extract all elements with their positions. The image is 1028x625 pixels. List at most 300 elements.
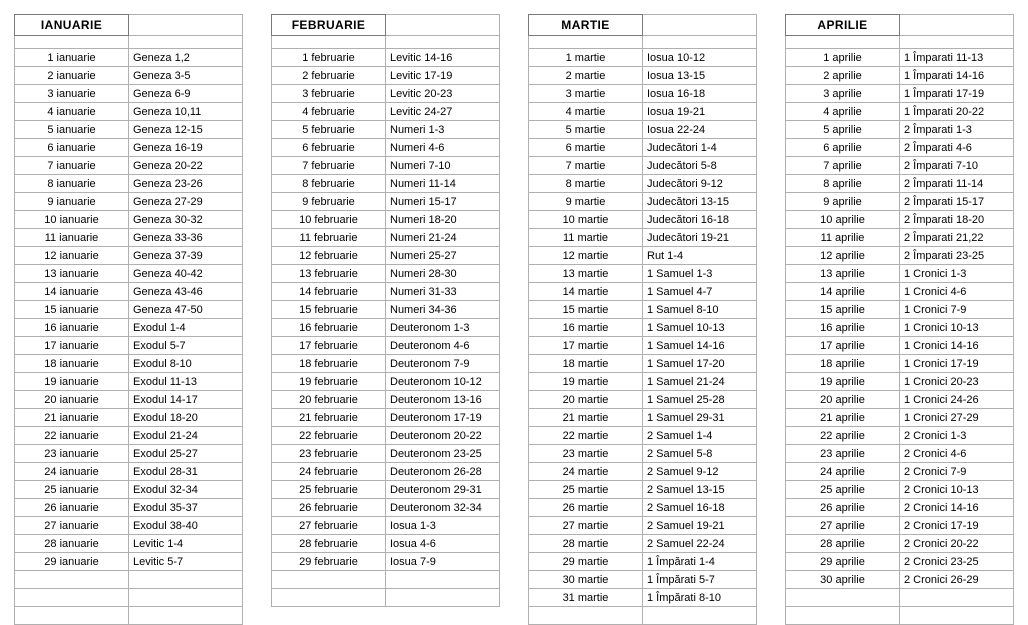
passage-cell: Exodul 28-31 xyxy=(129,463,243,481)
date-cell: 22 aprilie xyxy=(786,427,900,445)
table-row xyxy=(786,175,1014,193)
table-row xyxy=(272,463,500,481)
table-row xyxy=(15,373,243,391)
passage-cell: Deuteronom 1-3 xyxy=(386,319,500,337)
spacer-date-cell xyxy=(786,36,900,49)
spacer-row xyxy=(272,36,500,49)
passage-cell: Exodul 14-17 xyxy=(129,391,243,409)
date-cell: 24 martie xyxy=(529,463,643,481)
spacer-date-cell xyxy=(529,36,643,49)
date-cell: 28 aprilie xyxy=(786,535,900,553)
date-cell: 28 ianuarie xyxy=(15,535,129,553)
date-cell-empty xyxy=(15,571,129,589)
passage-cell: 2 Cronici 1-3 xyxy=(900,427,1014,445)
passage-cell: 2 Cronici 17-19 xyxy=(900,517,1014,535)
date-cell: 25 februarie xyxy=(272,481,386,499)
table-row xyxy=(529,391,757,409)
table-row xyxy=(529,211,757,229)
date-cell: 18 aprilie xyxy=(786,355,900,373)
date-cell: 28 martie xyxy=(529,535,643,553)
date-cell: 19 martie xyxy=(529,373,643,391)
date-cell: 6 aprilie xyxy=(786,139,900,157)
table-row xyxy=(15,121,243,139)
spacer-ref-cell xyxy=(386,36,500,49)
table-row xyxy=(272,229,500,247)
date-cell: 9 ianuarie xyxy=(15,193,129,211)
date-cell: 21 ianuarie xyxy=(15,409,129,427)
table-row-empty xyxy=(786,589,1014,607)
date-cell-empty xyxy=(272,589,386,607)
month-column-februarie xyxy=(257,14,514,607)
date-cell: 12 ianuarie xyxy=(15,247,129,265)
date-cell: 7 martie xyxy=(529,157,643,175)
table-row xyxy=(272,553,500,571)
date-cell: 26 ianuarie xyxy=(15,499,129,517)
spacer-row xyxy=(786,36,1014,49)
date-cell: 5 ianuarie xyxy=(15,121,129,139)
date-cell: 13 februarie xyxy=(272,265,386,283)
date-cell: 18 februarie xyxy=(272,355,386,373)
table-row xyxy=(15,49,243,67)
passage-cell: Levitic 5-7 xyxy=(129,553,243,571)
table-row xyxy=(786,373,1014,391)
passage-cell-empty xyxy=(129,607,243,625)
table-row xyxy=(529,499,757,517)
date-cell: 3 martie xyxy=(529,85,643,103)
table-row xyxy=(529,553,757,571)
passage-cell: Numeri 31-33 xyxy=(386,283,500,301)
date-cell: 15 martie xyxy=(529,301,643,319)
date-cell: 10 martie xyxy=(529,211,643,229)
date-cell: 4 aprilie xyxy=(786,103,900,121)
passage-cell: Deuteronom 17-19 xyxy=(386,409,500,427)
date-cell: 19 februarie xyxy=(272,373,386,391)
spacer-date-cell xyxy=(272,36,386,49)
table-row xyxy=(15,247,243,265)
table-row xyxy=(786,409,1014,427)
passage-cell: 2 Samuel 9-12 xyxy=(643,463,757,481)
table-row xyxy=(529,355,757,373)
table-row xyxy=(786,391,1014,409)
table-row xyxy=(15,463,243,481)
table-row xyxy=(529,229,757,247)
month-column-martie xyxy=(514,14,771,625)
date-cell: 30 martie xyxy=(529,571,643,589)
month-title-blank xyxy=(643,15,757,36)
table-row xyxy=(786,355,1014,373)
passage-cell: 1 Cronici 27-29 xyxy=(900,409,1014,427)
date-cell: 17 februarie xyxy=(272,337,386,355)
passage-cell: Numeri 1-3 xyxy=(386,121,500,139)
passage-cell: 1 Cronici 14-16 xyxy=(900,337,1014,355)
table-row xyxy=(786,445,1014,463)
table-row xyxy=(272,373,500,391)
date-cell: 27 ianuarie xyxy=(15,517,129,535)
table-row xyxy=(529,337,757,355)
passage-cell: 1 Împărati 8-10 xyxy=(643,589,757,607)
month-header-row xyxy=(529,15,757,36)
date-cell: 1 ianuarie xyxy=(15,49,129,67)
month-title-blank xyxy=(386,15,500,36)
table-row-empty xyxy=(272,589,500,607)
spacer-ref-cell xyxy=(129,36,243,49)
table-row xyxy=(529,319,757,337)
table-row xyxy=(272,67,500,85)
date-cell: 2 ianuarie xyxy=(15,67,129,85)
date-cell: 11 februarie xyxy=(272,229,386,247)
table-row xyxy=(786,283,1014,301)
table-row xyxy=(15,481,243,499)
passage-cell: 2 Cronici 10-13 xyxy=(900,481,1014,499)
date-cell: 17 ianuarie xyxy=(15,337,129,355)
date-cell: 7 aprilie xyxy=(786,157,900,175)
date-cell: 4 februarie xyxy=(272,103,386,121)
table-row xyxy=(272,193,500,211)
date-cell: 15 februarie xyxy=(272,301,386,319)
passage-cell: 1 Cronici 7-9 xyxy=(900,301,1014,319)
passage-cell: 2 Samuel 16-18 xyxy=(643,499,757,517)
date-cell: 5 martie xyxy=(529,121,643,139)
passage-cell: Deuteronom 7-9 xyxy=(386,355,500,373)
date-cell: 20 aprilie xyxy=(786,391,900,409)
date-cell: 7 februarie xyxy=(272,157,386,175)
passage-cell: Deuteronom 4-6 xyxy=(386,337,500,355)
table-row xyxy=(786,67,1014,85)
date-cell: 23 ianuarie xyxy=(15,445,129,463)
passage-cell-empty xyxy=(643,607,757,625)
spacer-row xyxy=(15,36,243,49)
passage-cell: Geneza 33-36 xyxy=(129,229,243,247)
table-row-empty xyxy=(15,607,243,625)
passage-cell: 1 Cronici 17-19 xyxy=(900,355,1014,373)
table-row xyxy=(786,517,1014,535)
table-row xyxy=(529,283,757,301)
month-table-body-1 xyxy=(272,15,500,607)
date-cell: 14 martie xyxy=(529,283,643,301)
passage-cell: Exodul 25-27 xyxy=(129,445,243,463)
table-row xyxy=(272,301,500,319)
table-row xyxy=(15,499,243,517)
date-cell: 2 februarie xyxy=(272,67,386,85)
passage-cell: 2 Cronici 14-16 xyxy=(900,499,1014,517)
month-title-martie: MARTIE xyxy=(529,15,643,36)
table-row xyxy=(272,499,500,517)
passage-cell: 2 Samuel 5-8 xyxy=(643,445,757,463)
table-row xyxy=(15,265,243,283)
table-row xyxy=(529,265,757,283)
date-cell: 10 februarie xyxy=(272,211,386,229)
passage-cell: 1 Împarati 20-22 xyxy=(900,103,1014,121)
table-row xyxy=(15,553,243,571)
table-row xyxy=(786,121,1014,139)
table-row-empty xyxy=(529,607,757,625)
month-table-martie xyxy=(528,14,757,625)
table-row xyxy=(786,499,1014,517)
passage-cell: 1 Samuel 21-24 xyxy=(643,373,757,391)
month-table-aprilie xyxy=(785,14,1014,625)
passage-cell: Geneza 27-29 xyxy=(129,193,243,211)
date-cell: 16 martie xyxy=(529,319,643,337)
table-row xyxy=(529,85,757,103)
passage-cell: 2 Împarati 21,22 xyxy=(900,229,1014,247)
table-row xyxy=(786,157,1014,175)
date-cell: 6 februarie xyxy=(272,139,386,157)
table-row xyxy=(529,481,757,499)
date-cell: 16 februarie xyxy=(272,319,386,337)
passage-cell: Numeri 21-24 xyxy=(386,229,500,247)
passage-cell: Exodul 35-37 xyxy=(129,499,243,517)
table-row xyxy=(786,337,1014,355)
passage-cell: Exodul 8-10 xyxy=(129,355,243,373)
table-row xyxy=(786,427,1014,445)
passage-cell: Deuteronom 32-34 xyxy=(386,499,500,517)
spacer-row xyxy=(529,36,757,49)
passage-cell: 2 Împarati 23-25 xyxy=(900,247,1014,265)
date-cell: 19 ianuarie xyxy=(15,373,129,391)
date-cell: 16 aprilie xyxy=(786,319,900,337)
date-cell: 3 ianuarie xyxy=(15,85,129,103)
passage-cell: 1 Împarati 11-13 xyxy=(900,49,1014,67)
passage-cell: Deuteronom 20-22 xyxy=(386,427,500,445)
date-cell: 13 ianuarie xyxy=(15,265,129,283)
month-header-row xyxy=(272,15,500,36)
table-row xyxy=(15,157,243,175)
passage-cell-empty xyxy=(900,589,1014,607)
table-row xyxy=(15,139,243,157)
passage-cell: Iosua 22-24 xyxy=(643,121,757,139)
passage-cell: Iosua 4-6 xyxy=(386,535,500,553)
table-row xyxy=(15,355,243,373)
date-cell: 25 ianuarie xyxy=(15,481,129,499)
date-cell: 15 aprilie xyxy=(786,301,900,319)
passage-cell: Geneza 6-9 xyxy=(129,85,243,103)
passage-cell: 2 Cronici 4-6 xyxy=(900,445,1014,463)
date-cell: 9 februarie xyxy=(272,193,386,211)
date-cell: 11 ianuarie xyxy=(15,229,129,247)
passage-cell: Geneza 30-32 xyxy=(129,211,243,229)
table-row xyxy=(15,85,243,103)
table-row xyxy=(15,409,243,427)
date-cell: 23 martie xyxy=(529,445,643,463)
month-title-februarie: FEBRUARIE xyxy=(272,15,386,36)
date-cell: 29 martie xyxy=(529,553,643,571)
date-cell: 14 ianuarie xyxy=(15,283,129,301)
date-cell-empty xyxy=(15,589,129,607)
passage-cell: Rut 1-4 xyxy=(643,247,757,265)
date-cell: 17 martie xyxy=(529,337,643,355)
passage-cell: 1 Împarati 14-16 xyxy=(900,67,1014,85)
passage-cell: 1 Samuel 25-28 xyxy=(643,391,757,409)
month-title-ianuarie: IANUARIE xyxy=(15,15,129,36)
date-cell: 4 ianuarie xyxy=(15,103,129,121)
table-row xyxy=(529,175,757,193)
passage-cell: Iosua 16-18 xyxy=(643,85,757,103)
table-row xyxy=(529,157,757,175)
passage-cell: Numeri 18-20 xyxy=(386,211,500,229)
date-cell: 26 februarie xyxy=(272,499,386,517)
table-row xyxy=(529,67,757,85)
passage-cell-empty xyxy=(129,589,243,607)
date-cell: 5 februarie xyxy=(272,121,386,139)
table-row xyxy=(272,355,500,373)
table-row xyxy=(529,247,757,265)
table-row xyxy=(529,103,757,121)
table-row xyxy=(529,121,757,139)
passage-cell: Deuteronom 29-31 xyxy=(386,481,500,499)
month-column-ianuarie xyxy=(0,14,257,625)
passage-cell: 2 Împarati 15-17 xyxy=(900,193,1014,211)
table-row xyxy=(786,229,1014,247)
passage-cell: Geneza 10,11 xyxy=(129,103,243,121)
table-row xyxy=(272,157,500,175)
passage-cell: Levitic 14-16 xyxy=(386,49,500,67)
table-row xyxy=(15,517,243,535)
passage-cell: 1 Împărati 1-4 xyxy=(643,553,757,571)
passage-cell: Iosua 13-15 xyxy=(643,67,757,85)
date-cell: 5 aprilie xyxy=(786,121,900,139)
date-cell: 15 ianuarie xyxy=(15,301,129,319)
passage-cell: Numeri 34-36 xyxy=(386,301,500,319)
date-cell: 8 aprilie xyxy=(786,175,900,193)
date-cell: 6 martie xyxy=(529,139,643,157)
table-row xyxy=(786,481,1014,499)
table-row xyxy=(15,391,243,409)
passage-cell: Deuteronom 13-16 xyxy=(386,391,500,409)
table-row xyxy=(272,319,500,337)
date-cell: 25 martie xyxy=(529,481,643,499)
date-cell: 27 aprilie xyxy=(786,517,900,535)
passage-cell: Judecători 9-12 xyxy=(643,175,757,193)
passage-cell: Levitic 17-19 xyxy=(386,67,500,85)
month-table-body-2 xyxy=(529,15,757,625)
date-cell: 19 aprilie xyxy=(786,373,900,391)
month-header-row xyxy=(786,15,1014,36)
table-row xyxy=(272,265,500,283)
passage-cell: 1 Împarati 17-19 xyxy=(900,85,1014,103)
date-cell: 14 aprilie xyxy=(786,283,900,301)
passage-cell: 2 Împarati 11-14 xyxy=(900,175,1014,193)
month-table-body-3 xyxy=(786,15,1014,625)
table-row xyxy=(786,463,1014,481)
spacer-ref-cell xyxy=(900,36,1014,49)
date-cell: 16 ianuarie xyxy=(15,319,129,337)
date-cell: 22 martie xyxy=(529,427,643,445)
table-row xyxy=(15,427,243,445)
passage-cell: 1 Samuel 17-20 xyxy=(643,355,757,373)
passage-cell: Numeri 11-14 xyxy=(386,175,500,193)
date-cell: 12 martie xyxy=(529,247,643,265)
table-row xyxy=(15,283,243,301)
date-cell-empty xyxy=(272,571,386,589)
table-row xyxy=(529,139,757,157)
date-cell: 13 martie xyxy=(529,265,643,283)
table-row xyxy=(786,247,1014,265)
passage-cell: Levitic 1-4 xyxy=(129,535,243,553)
passage-cell: Exodul 18-20 xyxy=(129,409,243,427)
table-row xyxy=(786,85,1014,103)
passage-cell: 1 Samuel 10-13 xyxy=(643,319,757,337)
table-row xyxy=(529,517,757,535)
passage-cell: Geneza 1,2 xyxy=(129,49,243,67)
date-cell: 24 aprilie xyxy=(786,463,900,481)
date-cell: 7 ianuarie xyxy=(15,157,129,175)
table-row xyxy=(15,211,243,229)
date-cell: 18 ianuarie xyxy=(15,355,129,373)
spacer-ref-cell xyxy=(643,36,757,49)
passage-cell-empty xyxy=(386,589,500,607)
passage-cell: 2 Cronici 26-29 xyxy=(900,571,1014,589)
month-table-body-0 xyxy=(15,15,243,625)
date-cell: 9 martie xyxy=(529,193,643,211)
passage-cell: Deuteronom 10-12 xyxy=(386,373,500,391)
date-cell: 2 aprilie xyxy=(786,67,900,85)
passage-cell: Geneza 43-46 xyxy=(129,283,243,301)
table-row xyxy=(529,463,757,481)
passage-cell: Numeri 7-10 xyxy=(386,157,500,175)
table-row xyxy=(15,193,243,211)
date-cell: 11 martie xyxy=(529,229,643,247)
passage-cell: Exodul 38-40 xyxy=(129,517,243,535)
table-row-empty xyxy=(272,571,500,589)
passage-cell: Geneza 20-22 xyxy=(129,157,243,175)
passage-cell: 2 Cronici 23-25 xyxy=(900,553,1014,571)
passage-cell: 1 Cronici 10-13 xyxy=(900,319,1014,337)
date-cell: 11 aprilie xyxy=(786,229,900,247)
date-cell: 23 februarie xyxy=(272,445,386,463)
table-row xyxy=(786,571,1014,589)
passage-cell: Geneza 16-19 xyxy=(129,139,243,157)
table-row xyxy=(272,103,500,121)
passage-cell: Iosua 19-21 xyxy=(643,103,757,121)
passage-cell: Exodul 32-34 xyxy=(129,481,243,499)
date-cell: 24 ianuarie xyxy=(15,463,129,481)
date-cell: 8 februarie xyxy=(272,175,386,193)
table-row xyxy=(786,49,1014,67)
passage-cell: 2 Samuel 19-21 xyxy=(643,517,757,535)
passage-cell: Iosua 7-9 xyxy=(386,553,500,571)
table-row xyxy=(272,283,500,301)
date-cell: 29 ianuarie xyxy=(15,553,129,571)
table-row xyxy=(272,481,500,499)
table-row xyxy=(272,139,500,157)
table-row xyxy=(272,391,500,409)
date-cell-empty xyxy=(15,607,129,625)
table-row-empty xyxy=(15,589,243,607)
date-cell: 1 februarie xyxy=(272,49,386,67)
date-cell: 10 aprilie xyxy=(786,211,900,229)
month-header-row xyxy=(15,15,243,36)
passage-cell: 1 Cronici 20-23 xyxy=(900,373,1014,391)
date-cell: 20 ianuarie xyxy=(15,391,129,409)
date-cell: 8 martie xyxy=(529,175,643,193)
table-row xyxy=(272,445,500,463)
passage-cell: Exodul 21-24 xyxy=(129,427,243,445)
date-cell: 29 aprilie xyxy=(786,553,900,571)
table-row xyxy=(529,409,757,427)
spacer-date-cell xyxy=(15,36,129,49)
passage-cell: 1 Împărati 5-7 xyxy=(643,571,757,589)
date-cell: 2 martie xyxy=(529,67,643,85)
passage-cell: Iosua 10-12 xyxy=(643,49,757,67)
passage-cell: Judecători 1-4 xyxy=(643,139,757,157)
date-cell: 21 martie xyxy=(529,409,643,427)
passage-cell: 1 Samuel 8-10 xyxy=(643,301,757,319)
passage-cell: Geneza 23-26 xyxy=(129,175,243,193)
passage-cell: 2 Împarati 7-10 xyxy=(900,157,1014,175)
table-row-empty xyxy=(786,607,1014,625)
passage-cell: Deuteronom 23-25 xyxy=(386,445,500,463)
date-cell: 22 ianuarie xyxy=(15,427,129,445)
